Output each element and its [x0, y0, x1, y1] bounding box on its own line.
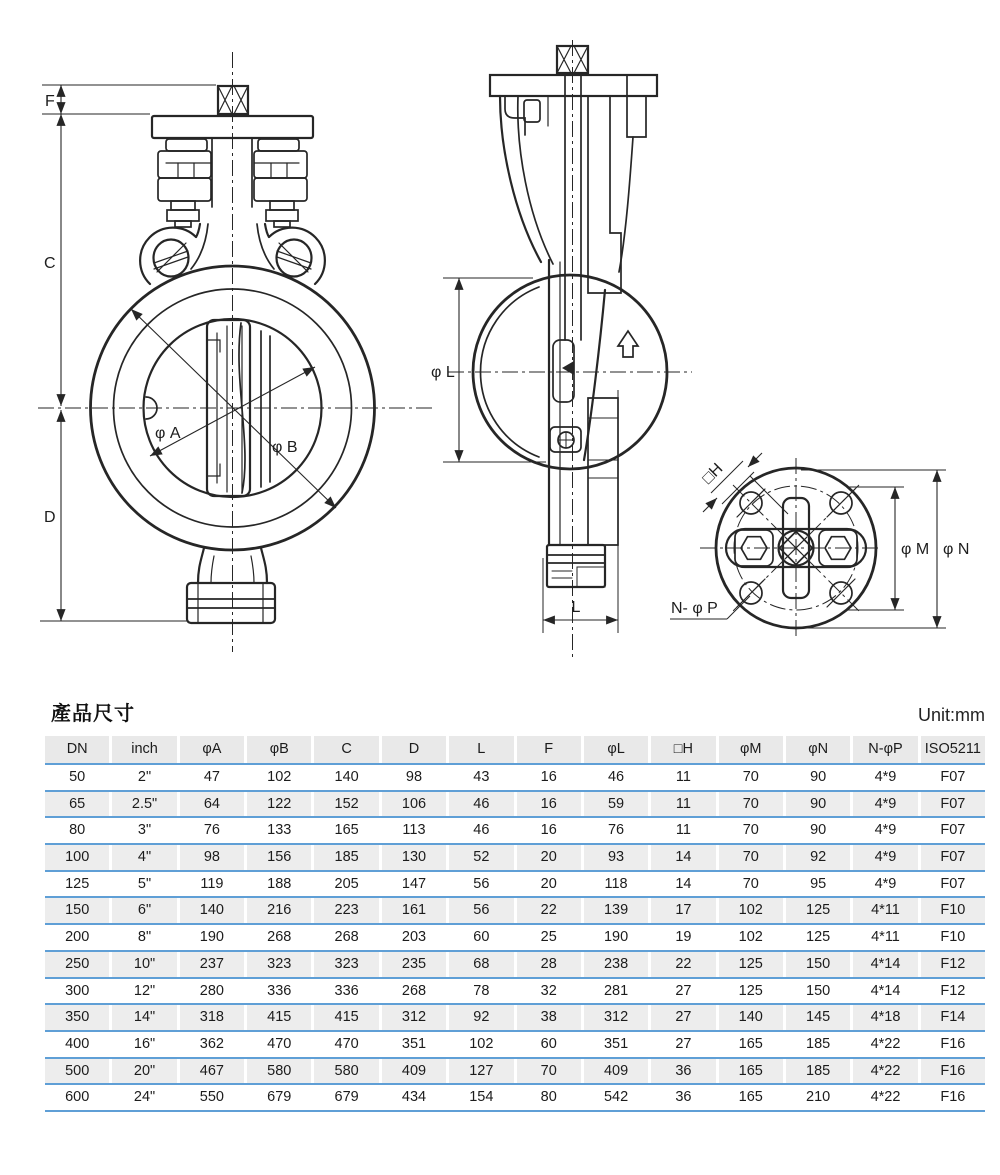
table-cell: 470: [334, 1035, 359, 1052]
table-cell: 312: [382, 1005, 446, 1030]
table-cell: 281: [603, 982, 629, 999]
table-cell: 4*22: [870, 1035, 901, 1052]
dimensions-section: [45, 697, 985, 1112]
table-cell: 145: [786, 1005, 850, 1030]
table-cell: 20: [517, 845, 581, 870]
table-cell: 16: [540, 822, 557, 839]
column-header: □H: [651, 736, 715, 763]
unit-label: Unit:mm: [918, 705, 985, 725]
table-cell: 140: [719, 1005, 783, 1030]
table-cell: 4*22: [853, 1059, 917, 1084]
table-cell: 102: [469, 1035, 494, 1052]
table-cell: 351: [401, 1035, 427, 1052]
table-cell: 68: [449, 952, 513, 977]
table-cell: 70: [517, 1059, 581, 1084]
table-cell: 190: [199, 929, 224, 946]
table-cell: 409: [584, 1059, 648, 1084]
table-cell: 102: [738, 929, 763, 946]
table-cell: 4*9: [853, 845, 917, 870]
table-cell: 185: [786, 1059, 850, 1084]
table-cell: 118: [604, 875, 628, 892]
table-cell: 268: [267, 929, 292, 946]
table-row: [45, 1005, 985, 1032]
table-cell: 80: [69, 822, 86, 839]
table-cell: 125: [786, 898, 850, 923]
table-cell: 237: [180, 952, 244, 977]
table-cell: 60: [540, 1035, 557, 1052]
table-cell: 154: [469, 1089, 494, 1106]
table-cell: 133: [267, 822, 292, 839]
table-cell: 27: [651, 1005, 715, 1030]
table-cell: 268: [401, 982, 427, 999]
table-cell: 106: [382, 792, 446, 817]
column-header: N-φP: [853, 736, 917, 763]
table-cell: 3": [137, 822, 152, 839]
table-cell: 43: [473, 769, 490, 785]
table-cell: 4*18: [853, 1005, 917, 1030]
label-d: D: [44, 509, 56, 526]
table-cell: 336: [267, 982, 292, 999]
table-cell: 22: [517, 898, 581, 923]
table-cell: 165: [738, 1035, 763, 1052]
table-cell: 300: [65, 982, 90, 999]
table-cell: 4*9: [874, 769, 897, 785]
table-cell: F07: [940, 769, 966, 785]
table-cell: 98: [180, 845, 244, 870]
table-cell: F07: [921, 792, 985, 817]
table-cell: 280: [199, 982, 224, 999]
table-cell: 580: [314, 1059, 378, 1084]
table-cell: 20": [112, 1059, 176, 1084]
table-cell: F10: [940, 929, 966, 946]
table-cell: 90: [810, 769, 827, 785]
table-header-row: [45, 736, 985, 765]
table-cell: 80: [540, 1089, 557, 1106]
table-cell: 165: [738, 1089, 763, 1106]
table-title-row: [45, 697, 985, 726]
table-cell: 46: [473, 822, 490, 839]
table-cell: 10": [112, 952, 176, 977]
table-row: [45, 818, 985, 845]
table-cell: 467: [180, 1059, 244, 1084]
table-row: [45, 765, 985, 792]
table-cell: 36: [675, 1089, 692, 1106]
table-cell: 20: [540, 875, 557, 892]
table-cell: 92: [786, 845, 850, 870]
table-cell: 60: [473, 929, 490, 946]
dimensions-table: [45, 736, 985, 1112]
table-cell: 28: [517, 952, 581, 977]
table-cell: F16: [940, 1035, 966, 1052]
table-cell: 150: [45, 898, 109, 923]
table-cell: 152: [314, 792, 378, 817]
label-n-phi-p: N- φ P: [671, 600, 718, 617]
table-cell: 56: [473, 875, 490, 892]
table-cell: 323: [314, 952, 378, 977]
table-cell: 14: [675, 875, 692, 892]
table-cell: 16": [133, 1035, 156, 1052]
label-phi-n: φ N: [943, 541, 970, 558]
table-cell: 409: [382, 1059, 446, 1084]
table-cell: 70: [742, 822, 759, 839]
table-cell: 47: [203, 769, 220, 785]
table-cell: 4*14: [870, 982, 901, 999]
table-cell: 78: [473, 982, 490, 999]
table-cell: 100: [45, 845, 109, 870]
table-cell: 4": [112, 845, 176, 870]
table-cell: 70: [719, 792, 783, 817]
table-cell: 140: [180, 898, 244, 923]
table-cell: 46: [607, 769, 625, 785]
table-cell: 16: [540, 769, 557, 785]
table-cell: 59: [584, 792, 648, 817]
table-cell: 70: [719, 845, 783, 870]
table-row: [45, 792, 985, 819]
table-cell: 8": [137, 929, 152, 946]
table-cell: F07: [940, 875, 966, 892]
column-header: φL: [584, 736, 648, 763]
table-cell: 238: [584, 952, 648, 977]
table-cell: F16: [921, 1059, 985, 1084]
table-cell: 102: [267, 769, 292, 785]
table-cell: 32: [540, 982, 557, 999]
table-cell: 200: [65, 929, 90, 946]
table-row: [45, 1032, 985, 1059]
label-square-h: □H: [699, 460, 727, 488]
table-cell: 185: [314, 845, 378, 870]
table-cell: 415: [247, 1005, 311, 1030]
table-cell: 216: [247, 898, 311, 923]
table-cell: 64: [180, 792, 244, 817]
table-cell: 27: [675, 1035, 692, 1052]
table-cell: 50: [69, 769, 86, 785]
table-cell: 46: [449, 792, 513, 817]
table-cell: 336: [334, 982, 359, 999]
table-cell: 210: [806, 1089, 831, 1106]
table-cell: 125: [719, 952, 783, 977]
table-cell: 188: [267, 875, 292, 892]
table-cell: F14: [921, 1005, 985, 1030]
table-cell: 185: [806, 1035, 831, 1052]
table-cell: 125: [738, 982, 763, 999]
table-cell: 22: [651, 952, 715, 977]
table-cell: 98: [405, 769, 423, 785]
table-cell: 679: [267, 1089, 292, 1106]
table-cell: 203: [401, 929, 427, 946]
table-cell: 415: [314, 1005, 378, 1030]
table-cell: 156: [247, 845, 311, 870]
table-cell: 6": [112, 898, 176, 923]
table-cell: 113: [402, 822, 426, 839]
table-cell: 125: [806, 929, 831, 946]
table-cell: 550: [199, 1089, 224, 1106]
table-cell: 323: [247, 952, 311, 977]
table-cell: F16: [940, 1089, 966, 1106]
table-cell: 5": [137, 875, 152, 892]
table-cell: 268: [334, 929, 359, 946]
table-cell: 147: [401, 875, 427, 892]
table-cell: 4*22: [870, 1089, 901, 1106]
table-cell: 679: [334, 1089, 359, 1106]
table-cell: 161: [382, 898, 446, 923]
table-cell: 90: [786, 792, 850, 817]
column-header: L: [449, 736, 513, 763]
side-section-view: [431, 40, 692, 660]
column-header: φA: [180, 736, 244, 763]
table-cell: 150: [786, 952, 850, 977]
column-header: D: [382, 736, 446, 763]
table-cell: 312: [584, 1005, 648, 1030]
table-cell: 4*9: [874, 822, 897, 839]
table-cell: 92: [449, 1005, 513, 1030]
table-row: [45, 952, 985, 979]
table-cell: 4*11: [871, 929, 900, 946]
column-header: DN: [45, 736, 109, 763]
table-cell: 24": [133, 1089, 156, 1106]
table-cell: 140: [334, 769, 359, 785]
table-cell: 250: [45, 952, 109, 977]
table-cell: 4*9: [874, 875, 897, 892]
table-cell: 150: [806, 982, 831, 999]
table-cell: 500: [45, 1059, 109, 1084]
table-cell: 27: [675, 982, 692, 999]
table-cell: 119: [200, 875, 224, 892]
table-cell: 19: [675, 929, 692, 946]
table-row: [45, 872, 985, 899]
table-cell: 235: [382, 952, 446, 977]
table-cell: 12": [133, 982, 156, 999]
label-phi-b: φ B: [272, 439, 298, 456]
table-cell: 139: [584, 898, 648, 923]
table-cell: 4*14: [853, 952, 917, 977]
table-row: [45, 979, 985, 1006]
table-cell: 11: [675, 822, 691, 839]
flange-top-view: [670, 453, 969, 638]
table-cell: F07: [940, 822, 966, 839]
table-cell: 351: [603, 1035, 629, 1052]
table-cell: 190: [603, 929, 629, 946]
table-cell: 205: [334, 875, 359, 892]
table-cell: 318: [180, 1005, 244, 1030]
table-cell: F12: [921, 952, 985, 977]
table-cell: 65: [45, 792, 109, 817]
table-cell: 542: [603, 1089, 629, 1106]
column-header: inch: [112, 736, 176, 763]
table-cell: F07: [921, 845, 985, 870]
table-cell: 14": [112, 1005, 176, 1030]
table-cell: 16: [517, 792, 581, 817]
table-cell: 52: [449, 845, 513, 870]
table-cell: 125: [65, 875, 90, 892]
table-cell: 223: [314, 898, 378, 923]
table-cell: 76: [607, 822, 625, 839]
label-phi-a: φ A: [155, 425, 181, 442]
table-cell: 70: [742, 875, 759, 892]
column-header: φN: [786, 736, 850, 763]
table-cell: 70: [742, 769, 759, 785]
label-l: L: [571, 599, 581, 616]
table-cell: 93: [584, 845, 648, 870]
table-body: [45, 765, 985, 1112]
table-cell: 580: [247, 1059, 311, 1084]
column-header: φB: [247, 736, 311, 763]
column-header: φM: [719, 736, 783, 763]
table-cell: 76: [203, 822, 220, 839]
column-header: F: [517, 736, 581, 763]
table-cell: 36: [651, 1059, 715, 1084]
table-cell: 434: [401, 1089, 427, 1106]
table-cell: F10: [921, 898, 985, 923]
table-cell: 14: [651, 845, 715, 870]
table-cell: 17: [651, 898, 715, 923]
table-cell: 600: [65, 1089, 90, 1106]
label-c: C: [44, 255, 56, 272]
table-row: [45, 925, 985, 952]
table-cell: 11: [651, 792, 715, 817]
label-f: F: [45, 93, 55, 110]
column-header: C: [314, 736, 378, 763]
table-cell: 165: [719, 1059, 783, 1084]
table-cell: 122: [247, 792, 311, 817]
table-row: [45, 1059, 985, 1086]
table-cell: 350: [45, 1005, 109, 1030]
table-row: [45, 1085, 985, 1112]
table-cell: 38: [517, 1005, 581, 1030]
table-cell: 4*11: [853, 898, 917, 923]
table-cell: 95: [810, 875, 827, 892]
table-row: [45, 845, 985, 872]
table-cell: 130: [382, 845, 446, 870]
table-cell: 25: [540, 929, 557, 946]
table-cell: 127: [449, 1059, 513, 1084]
table-cell: 11: [675, 769, 691, 785]
table-cell: 56: [449, 898, 513, 923]
label-phi-l: φ L: [431, 364, 455, 381]
column-header: ISO5211: [921, 736, 985, 763]
table-cell: 165: [334, 822, 359, 839]
front-view: [38, 52, 432, 652]
table-cell: 2.5": [112, 792, 176, 817]
table-cell: 4*9: [853, 792, 917, 817]
table-cell: 102: [719, 898, 783, 923]
table-cell: 362: [199, 1035, 224, 1052]
table-cell: F12: [940, 982, 966, 999]
table-cell: 90: [810, 822, 827, 839]
table-cell: 470: [267, 1035, 292, 1052]
section-title: 產品尺寸: [51, 703, 135, 725]
table-row: [45, 898, 985, 925]
table-cell: 2": [137, 769, 152, 785]
label-phi-m: φ M: [901, 541, 930, 558]
table-cell: 400: [65, 1035, 90, 1052]
